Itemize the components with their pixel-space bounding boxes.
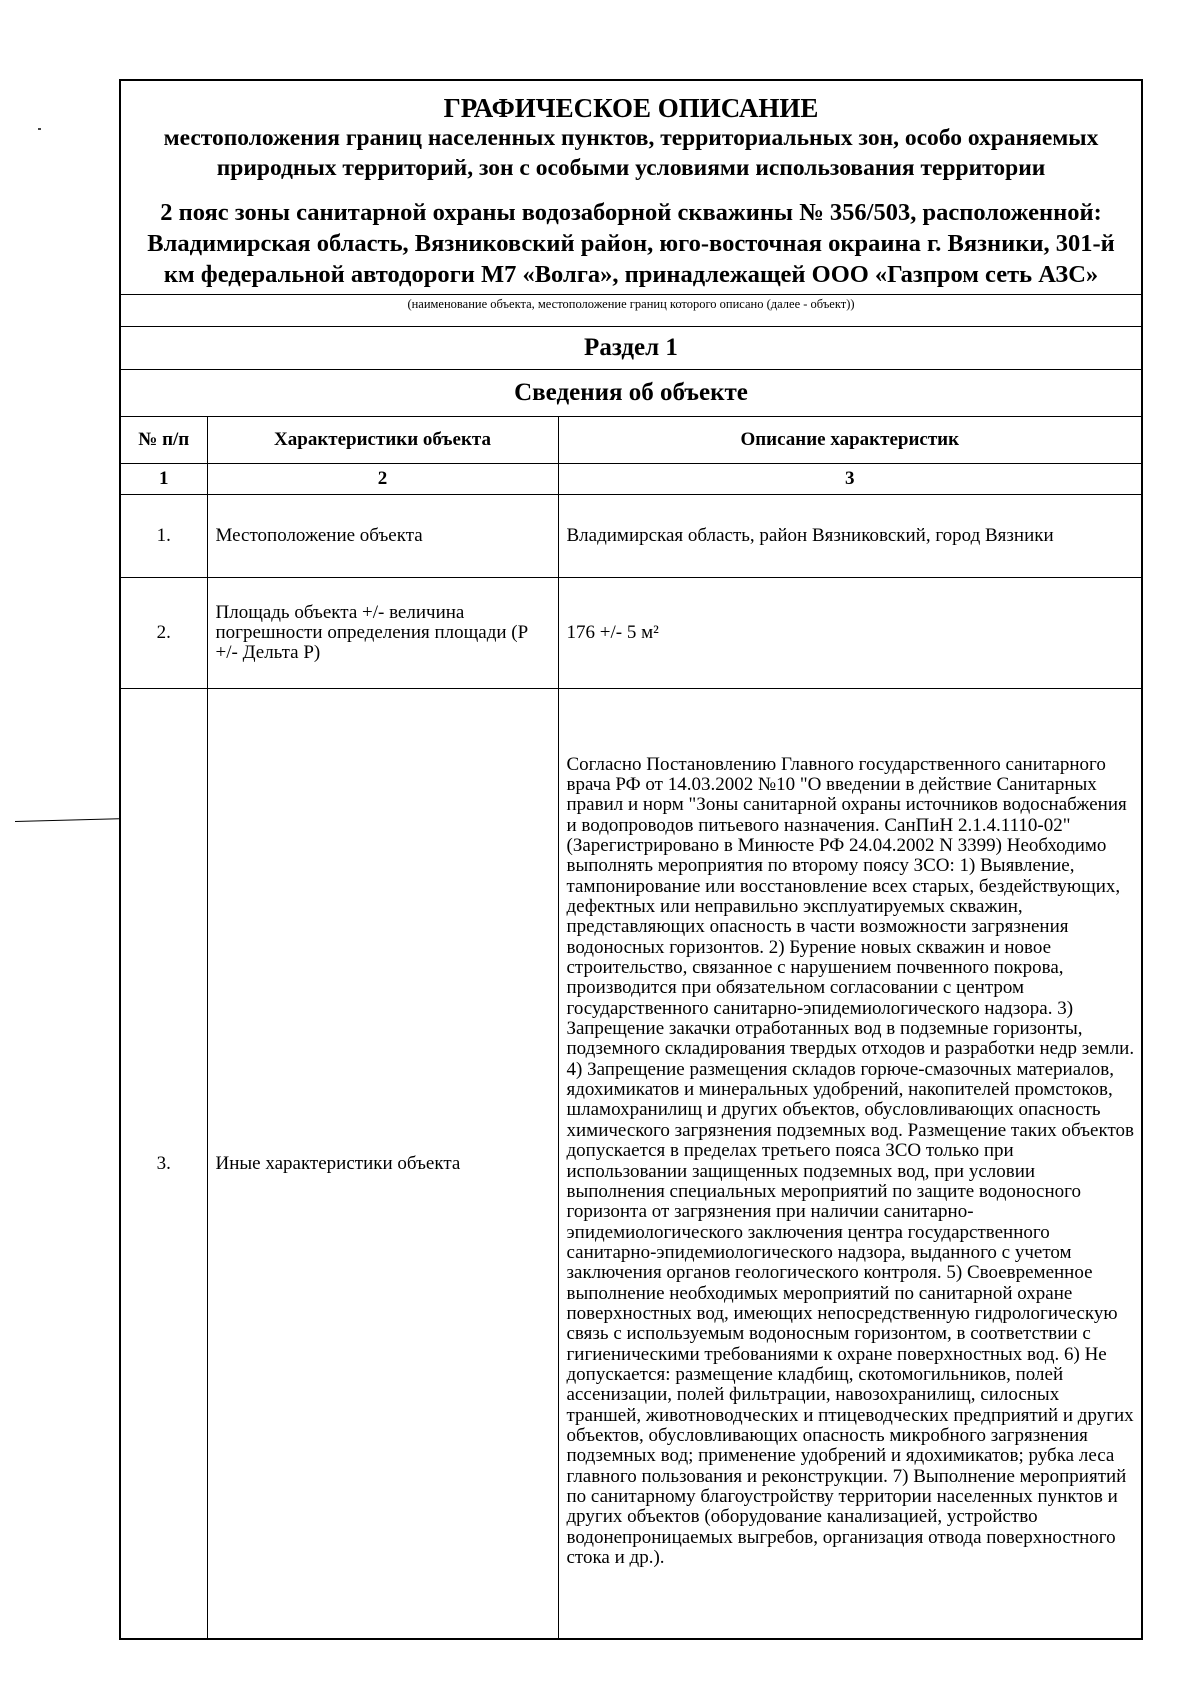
row-number: 3. [121,689,207,1639]
header-characteristic: Характеристики объекта [207,417,558,464]
row-characteristic: Площадь объекта +/- величина погрешности определения площади (Р +/- Дельта Р) [207,578,558,689]
document-frame [119,79,1143,1640]
document-header [121,81,1141,294]
row-description: Согласно Постановлению Главного государственного санитарного врача РФ от 14.03.2002 №10 "О введении в действие Санитарных правил и норм "Зоны санитарной охраны источников водоснабжения и водопроводов питьевого назначения. СанПиН 2.1.4.1110-02" (Зарегистрировано в Минюсте РФ 24.04.2002 N 3399) Необходимо выполнять мероприятия по второму поясу ЗСО: 1) Выявление, тампонирование или восстановление всех старых, бездействующих, дефектных или неправильно эксплуатируемых скважин, представляющих опасность в части возможности загрязнения водоносных горизонтов. 2) Бурение новых скважин и новое строительство, связанное с нарушением почвенного покрова, производится при обязательном согласовании с центром государственного санитарно-эпидемиологического надзора. 3) Запрещение закачки отработанных вод в подземные горизонты, подземного складирования твердых отходов и разработки недр земли. 4) Запрещение размещения складов горюче-смазочных материалов, ядохимикатов и минеральных удобрений, накопителей промстоков, шламохранилищ и других объектов, обусловливающих опасность химического загрязнения подземных вод. Размещение таких объектов допускается в пределах третьего пояса ЗСО только при использовании защищенных подземных вод, при условии выполнения специальных мероприятий по защите водоносного горизонта от загрязнения при наличии санитарно-эпидемиологического заключения центра государственного санитарно-эпидемиологического надзора, выданного с учетом заключения органов геологического контроля. 5) Своевременное выполнение необходимых мероприятий по санитарной охране поверхностных вод, имеющих непосредственную гидрологическую связь с используемым водоносным горизонтом, в соответствии с гигиеническими требованиями к охране поверхностных вод. 6) Не допускается: размещение кладбищ, скотомогильников, полей ассенизации, полей фильтрации, навозохранилищ, силосных траншей, животноводческих и птицеводческих предприятий и других объектов, обусловливающих опасность микробного загрязнения подземных вод; применение удобрений и ядохимикатов; рубка леса главного пользования и реконструкции. 7) Выполнение мероприятий по санитарному благоустройству территории населенных пунктов и других объектов (оборудование канализацией, устройство водонепроницаемых выгребов, организация отвода поверхностного стока и др.). [558,689,1141,1639]
object-info-table [121,416,1141,1638]
object-name-caption: (наименование объекта, местоположение границ которого описано (далее - объект)) [121,294,1141,318]
row-description: Владимирская область, район Вязниковский, город Вязники [558,495,1141,578]
document-title: ГРАФИЧЕСКОЕ ОПИСАНИЕ [443,93,819,123]
table-header-row [121,417,1141,464]
table-row [121,689,1141,1639]
table-row [121,578,1141,689]
section-number: Раздел 1 [121,326,1141,369]
row-characteristic: Местоположение объекта [207,495,558,578]
table-row [121,495,1141,578]
scan-speck [38,128,41,130]
row-number: 2. [121,578,207,689]
row-description: 176 +/- 5 м² [558,578,1141,689]
column-number-3: 3 [558,464,1141,495]
document-subtitle: местоположения границ населенных пунктов, территориальных зон, особо охраняемых природных территорий, зон с особыми условиями использования территории [163,125,1099,181]
column-number-row [121,464,1141,495]
section-title: Сведения об объекте [121,369,1141,416]
row-characteristic: Иные характеристики объекта [207,689,558,1639]
object-name: 2 пояс зоны санитарной охраны водозаборной скважины № 356/503, расположенной: Владимирская область, Вязниковский район, юго-восточная окраина г. Вязники, 301-й км федеральной автодороги М7 «Волга», принадлежащей ООО «Газпром сеть АЗС» [147,199,1115,288]
column-number-1: 1 [121,464,207,495]
scan-artifact-line [15,818,119,822]
row-number: 1. [121,495,207,578]
column-number-2: 2 [207,464,558,495]
header-number: № п/п [121,417,207,464]
header-description: Описание характеристик [558,417,1141,464]
